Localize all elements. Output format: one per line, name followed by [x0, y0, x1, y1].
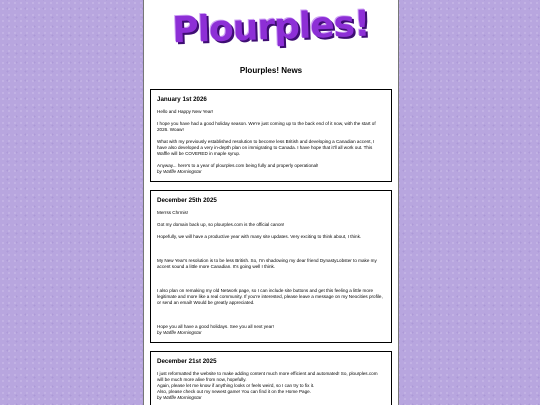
post-signature: by Waffle Morningstar	[157, 395, 202, 400]
main-column	[143, 0, 399, 405]
post-signature: by Waffle Morningstar	[157, 330, 202, 335]
post-paragraph: Again, please let me know if anything looks or feels weird, so I can try to fix it.	[157, 383, 315, 388]
post-date: December 25th 2025	[157, 197, 217, 204]
post-paragraph: Anyway... here's to a year of plourples.com being fully and properly operational!	[157, 163, 319, 168]
post-date: December 21st 2025	[157, 358, 217, 365]
post-paragraph: Got my domain back up, so plourples.com is the official canon!	[157, 222, 285, 227]
post-paragraph: Hello and Happy New Year!	[157, 109, 214, 114]
post-date: January 1st 2026	[157, 96, 207, 103]
post-paragraph: Hopefully, we will have a productive year with many site updates. Very exciting to think about, I think.	[157, 234, 362, 239]
post-paragraph: What with my previously established resolution to become less British and developing a Canadian accent, I have also developed a very in-depth plan on immigrating to Canada. I have hope that it'll all work out. This Waffle will be COVERED in maple syrup.	[157, 139, 375, 156]
post-paragraph: I hope you have had a good holiday season. We're just coming up to the back end of it now, with the start of 2026. Woaw!	[157, 121, 376, 132]
post-paragraph: Also, please check out my newest game! You can find it on the Home Page.	[157, 389, 311, 394]
post-paragraph: Merrss Chrmis!	[157, 210, 189, 215]
page-title: Plourples! News	[239, 66, 303, 75]
site-logo[interactable]: Plourples!	[171, 3, 371, 52]
post-paragraph: I just reformatted the website to make adding content much more efficient and automated! So, plourples.com will be much more alive from now, hopefully.	[157, 371, 378, 382]
news-post	[150, 190, 392, 343]
post-paragraph: Hope you all have a good holidays. See you all next year!	[157, 324, 274, 329]
news-post	[150, 89, 392, 182]
post-signature: by Waffle Morningstar	[157, 169, 202, 174]
post-paragraph: I also plan on remaking my old Network page, so I can include site buttons and get this feeling a little more legitimate and more like a real community. If you're interested, please leave a message on my Neocities profile, or send an email! Would be greatly appreciated.	[157, 288, 383, 305]
post-paragraph: My New Year's resolution is to be less British. So, I'm shadowing my dear friend DynastyLobster to make my accent sound a little more Canadian. It's going well I think.	[157, 258, 377, 269]
news-post	[150, 351, 392, 405]
